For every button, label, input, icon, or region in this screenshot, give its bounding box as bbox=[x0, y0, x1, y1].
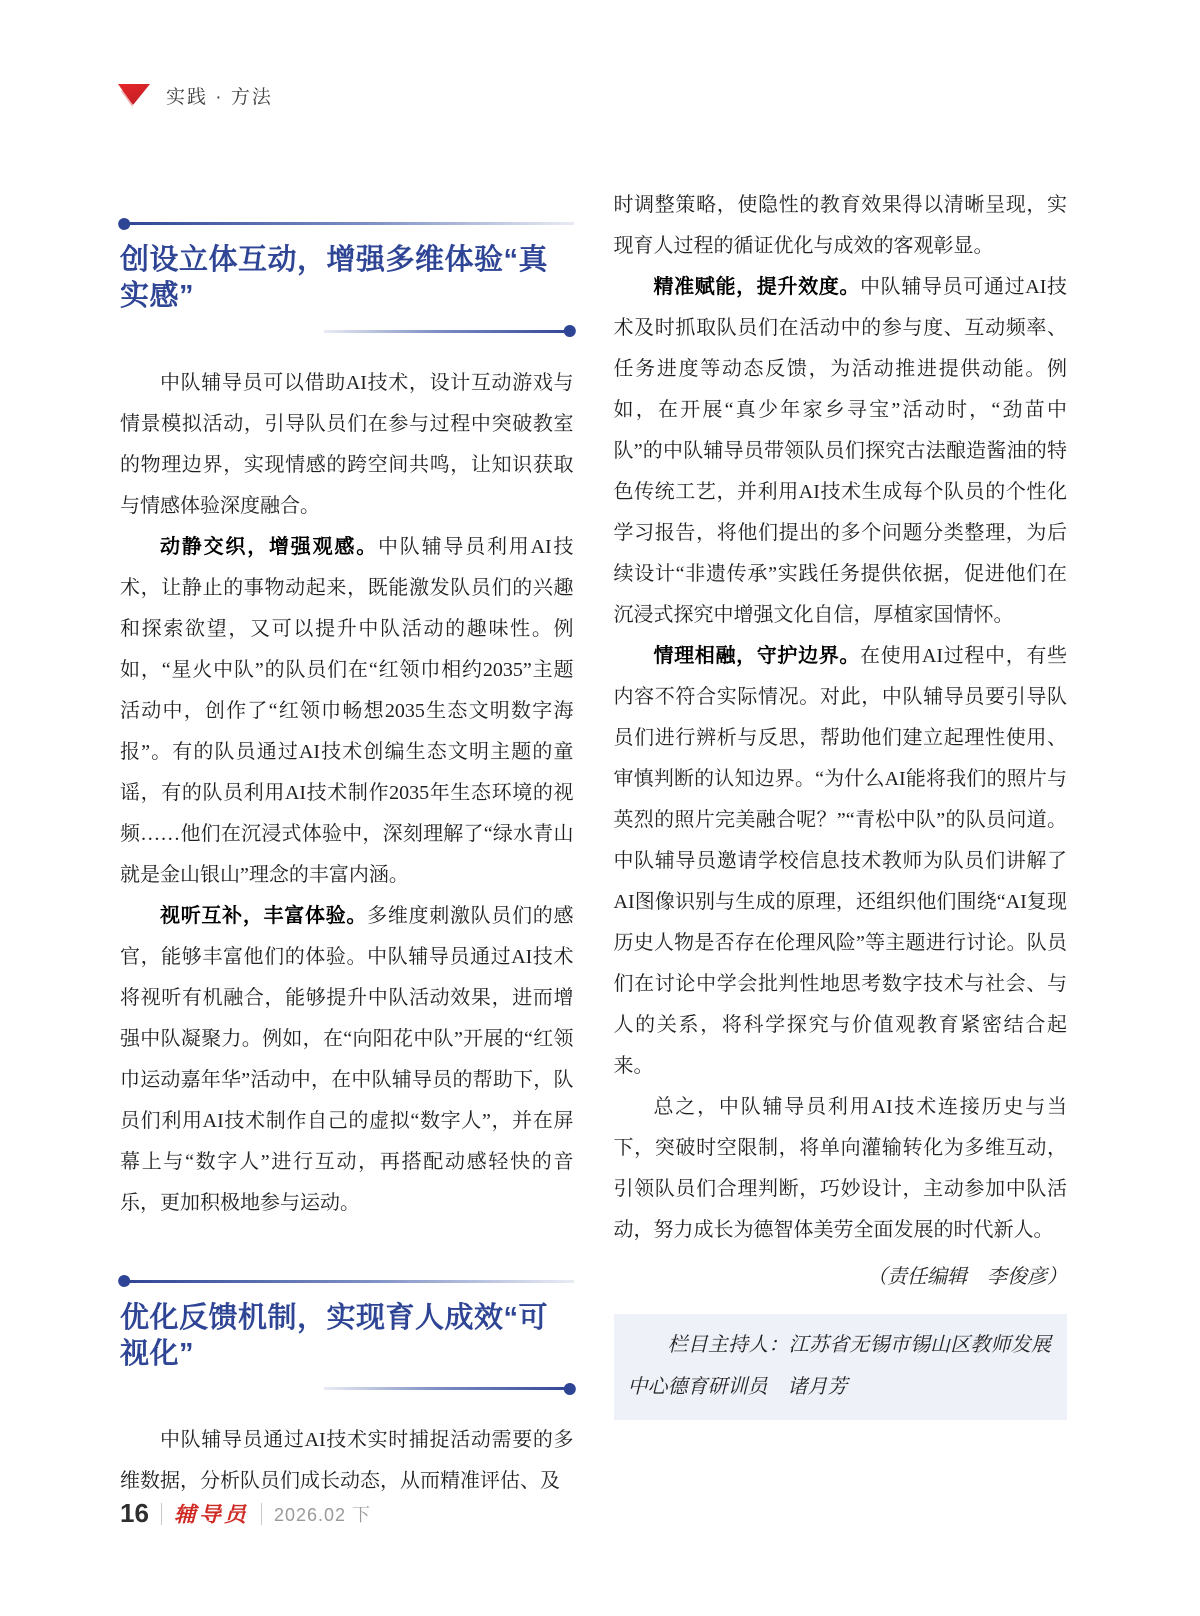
paragraph-text: 中队辅导员利用AI技术，让静止的事物动起来，既能激发队员们的兴趣和探索欲望，又可以提升中队活动的趣味性。例如，“星火中队”的队员们在“红领巾相约2035”主题活动中，创作了“红领巾畅想2035生态文明数字海报”。有的队员通过AI技术创编生态文明主题的童谣，有的队员利用AI技术制作2035年生态环境的视频……他们在沉浸式体验中，深刻理解了“绿水青山就是金山银山”理念的丰富内涵。 bbox=[120, 535, 574, 886]
category-tag bbox=[118, 82, 273, 109]
paragraph-lead: 精准赋能，提升效度。 bbox=[653, 276, 861, 298]
magazine-logo: 辅导员 bbox=[173, 1502, 249, 1528]
paragraph-lead: 动静交织，增强观感。 bbox=[160, 535, 378, 558]
issue-label: 2026.02 下 bbox=[273, 1504, 372, 1525]
article-columns bbox=[120, 185, 1067, 1502]
heading-rule-top bbox=[120, 222, 574, 225]
paragraph-text: 总之，中队辅导员利用AI技术连接历史与当下，突破时空限制，将单向灌输转化为多维互动，引领队员们合理判断，巧妙设计，主动参加中队活动，努力成长为德智体美劳全面发展的时代新人。 bbox=[613, 1096, 1067, 1241]
paragraph-text: 中队辅导员可以借助AI技术，设计互动游戏与情景模拟活动，引导队员们在参与过程中突破教室的物理边界，实现情感的跨空间共鸣，让知识获取与情感体验深度融合。 bbox=[120, 371, 574, 517]
paragraph-text: 中队辅导员通过AI技术实时捕捉活动需要的多维数据，分析队员们成长动态，从而精准评估、及 bbox=[120, 1429, 574, 1492]
section-heading-2 bbox=[120, 1280, 574, 1391]
paragraph-text: 中队辅导员可通过AI技术及时抓取队员们在活动中的参与度、互动频率、任务进度等动态反馈，为活动推进提供动能。例如，在开展“真少年家乡寻宝”活动时，“劲苗中队”的中队辅导员带领队员们探究古法酿造酱油的特色传统工艺，并利用AI技术生成每个队员的个性化学习报告，将他们提出的多个问题分类整理，为后续设计“非遗传承”实践任务提供依据，促进他们在沉浸式探究中增强文化自信，厚植家国情怀。 bbox=[613, 276, 1068, 626]
right-column bbox=[614, 185, 1068, 1502]
red-down-triangle-icon bbox=[118, 82, 152, 109]
page-number: 16 bbox=[120, 1498, 149, 1528]
paragraph-text: 时调整策略，使隐性的教育效果得以清晰呈现，实现育人过程的循证优化与成效的客观彰显。 bbox=[613, 194, 1067, 257]
paragraph bbox=[120, 896, 574, 1224]
heading-rule-top bbox=[120, 1280, 574, 1283]
editor-credit: （责任编辑 李俊彦） bbox=[867, 1266, 1067, 1288]
column-host-box bbox=[614, 1314, 1068, 1420]
section-heading-1 bbox=[120, 222, 574, 333]
paragraph bbox=[614, 636, 1068, 1087]
section-title-1: 创设立体互动，增强多维体验“真实感” bbox=[120, 244, 549, 313]
rule-dot bbox=[563, 325, 575, 337]
paragraph bbox=[614, 185, 1068, 267]
paragraph bbox=[120, 363, 574, 527]
column-host-text: 栏目主持人：江苏省无锡市锡山区教师发展中心德育研训员 诸月芳 bbox=[627, 1334, 1051, 1398]
left-column bbox=[120, 185, 574, 1502]
paragraph bbox=[614, 1087, 1068, 1251]
category-tag-label: 实践 · 方法 bbox=[166, 87, 273, 108]
paragraph bbox=[120, 1420, 574, 1502]
paragraph-text: 多维度刺激队员们的感官，能够丰富他们的体验。中队辅导员通过AI技术将视听有机融合，能够提升中队活动效果，进而增强中队凝聚力。例如，在“向阳花中队”开展的“红领巾运动嘉年华”活动中，在中队辅导员的帮助下，队员们利用AI技术制作自己的虚拟“数字人”，并在屏幕上与“数字人”进行互动，再搭配动感轻快的音乐，更加积极地参与运动。 bbox=[120, 904, 574, 1214]
paragraph bbox=[120, 527, 574, 896]
paragraph bbox=[614, 267, 1068, 636]
page-footer bbox=[120, 1498, 371, 1529]
rule-dot bbox=[118, 218, 130, 230]
paragraph-text: 在使用AI过程中，有些内容不符合实际情况。对此，中队辅导员要引导队员们进行辨析与反思，帮助他们建立起理性使用、审慎判断的认知边界。“为什么AI能将我们的照片与英烈的照片完美融合呢？”“青松中队”的队员问道。中队辅导员邀请学校信息技术教师为队员们讲解了AI图像识别与生成的原理，还组织他们围绕“AI复现历史人物是否存在伦理风险”等主题进行讨论。队员们在讨论中学会批判性地思考数字技术与社会、与人的关系，将科学探究与价值观教育紧密结合起来。 bbox=[613, 645, 1068, 1077]
paragraph-lead: 情理相融，守护边界。 bbox=[653, 645, 861, 667]
heading-rule-bottom bbox=[324, 330, 573, 333]
section-title-2: 优化反馈机制，实现育人成效“可视化” bbox=[120, 1301, 549, 1370]
footer-divider bbox=[261, 1503, 262, 1525]
paragraph-lead: 视听互补，丰富体验。 bbox=[160, 904, 368, 927]
footer-divider bbox=[161, 1503, 162, 1525]
heading-rule-bottom bbox=[324, 1387, 573, 1390]
rule-dot bbox=[563, 1383, 575, 1395]
rule-dot bbox=[118, 1275, 130, 1287]
